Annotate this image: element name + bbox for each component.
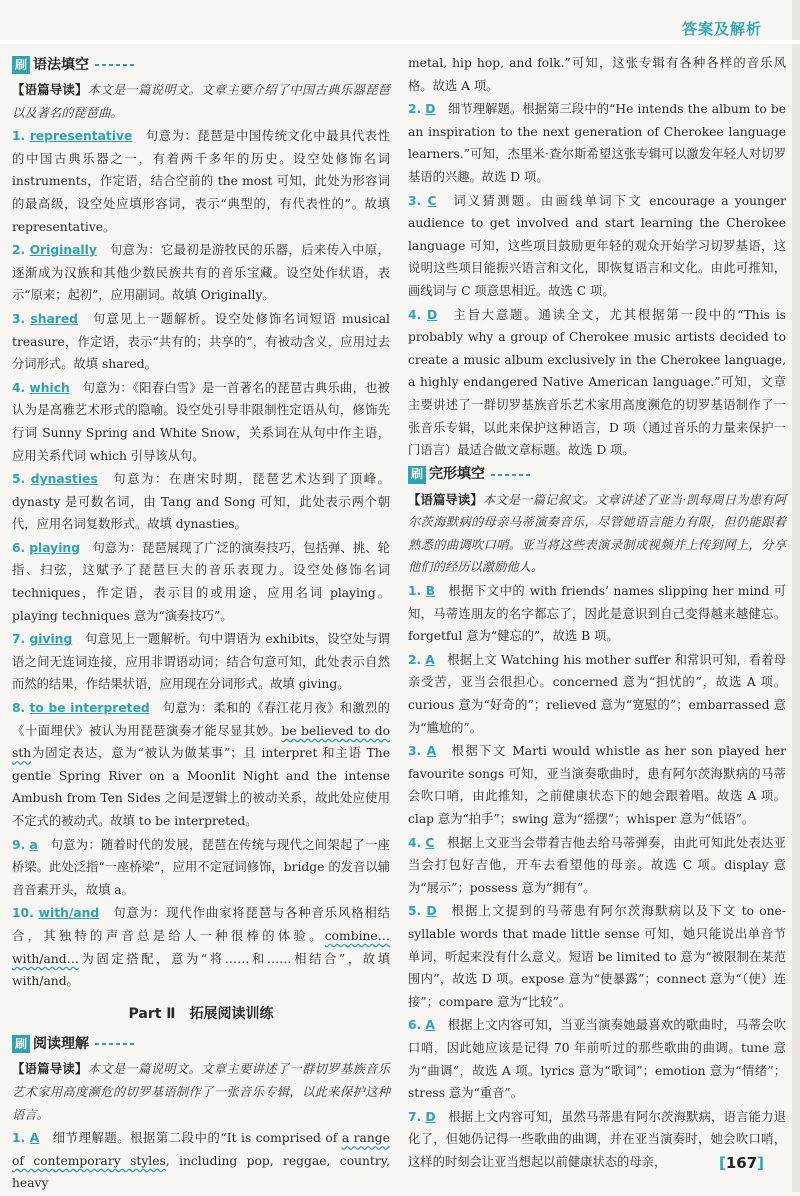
page-edge bbox=[792, 0, 800, 1192]
answer-item bbox=[12, 308, 390, 376]
item-number: 4. bbox=[12, 380, 26, 395]
item-explanation: 句意为：随着时代的发展，琵琶在传统与现代之间架起了一座桥梁。此处泛指“一座桥梁”，应用不定冠词修饰，bridge 的发音以辅音音素开头，故填 a。 bbox=[12, 837, 390, 897]
item-number: 9. bbox=[12, 837, 26, 852]
item-number: 3. bbox=[408, 193, 422, 208]
item-number: 3. bbox=[408, 744, 422, 759]
item-explanation-cont: 为固定搭配，意为“将……和……相结合”，故填 with/and。 bbox=[12, 951, 390, 989]
item-number: 5. bbox=[408, 904, 422, 919]
item-explanation: 细节理解题。根据第二段中的“It is comprised of bbox=[52, 1131, 338, 1146]
answer-item bbox=[12, 628, 390, 696]
item-number: 4. bbox=[408, 835, 422, 850]
answer-item bbox=[12, 1127, 390, 1195]
item-answer: D bbox=[426, 904, 437, 919]
answer-item bbox=[408, 832, 786, 900]
item-answer: D bbox=[427, 307, 438, 322]
guide-paragraph bbox=[12, 79, 390, 124]
item-explanation: 句意见上一题解析。句中谓语为 exhibits，设空处与谓语之间无连词连接，应用非谓语动词；结合句意可知，此处表示自然而然的结果，作结果状语，应用现在分词形式。故填 giving。 bbox=[12, 632, 390, 692]
item-explanation: 根据上文亚当会带着吉他去给马蒂弹奏，由此可知此处表达亚当会打包好吉他，开车去看望他的母亲。故选 C 项。display 意为“展示”；possess 意为“拥有”。 bbox=[408, 835, 786, 895]
brush-badge-icon: 刷 bbox=[408, 466, 426, 484]
answer-item bbox=[12, 468, 390, 536]
item-answer: which bbox=[29, 380, 70, 395]
guide-label: 【语篇导读】 bbox=[12, 1062, 88, 1077]
guide-paragraph bbox=[12, 1058, 390, 1126]
item-explanation: 句意为：在唐宋时期，琵琶艺术达到了顶峰。dynasty 是可数名词，由 Tang and Song 可知，此处表示两个朝代，应用名词复数形式。故填 dynasties。 bbox=[12, 472, 390, 532]
item-explanation: 词义猜测题。由画线单词下文 encourage a younger audience to get involved and start learning the Cherokee language 可知，这些项目鼓励更年轻的观众开始学习切罗基语，这说明这些项目能振兴语言和文化，即恢复语言和文化。由此可推知，画线词与 C 项意思相近。故选 C 项。 bbox=[408, 193, 786, 298]
item-answer: A bbox=[426, 744, 437, 759]
answer-item bbox=[408, 304, 786, 462]
item-number: 2. bbox=[408, 102, 422, 117]
item-explanation: 句意为：它最初是游牧民的乐器，后来传入中原，逐渐成为汉族和其他少数民族共有的音乐宝藏。设空处作状语，表示“原来；起初”，应用副词。故填 Originally。 bbox=[12, 243, 390, 303]
item-number: 7. bbox=[12, 632, 26, 647]
answer-item bbox=[408, 580, 786, 648]
item-answer: D bbox=[425, 102, 436, 117]
item-answer: shared bbox=[30, 311, 78, 326]
wavy-phrase: a range of contemporary styles bbox=[12, 1131, 390, 1168]
item-number: 3. bbox=[12, 311, 26, 326]
item-explanation: 根据上文提到的马蒂患有阿尔茨海默病以及下文 to one-syllable words that made little sense 可知，她只能说出单音节单词，听起来没有什么意义。短语 be limited to 意为“被限制在某范围内”，故选 D 项。expose 意为“使暴露”；connect 意为“（使）连接”；compare 意为“比较”。 bbox=[408, 904, 786, 1009]
item-number: 8. bbox=[12, 701, 26, 716]
item-explanation: 句意为：琵琶是中国传统文化中最具代表性的中国古典乐器之一，有着两千多年的历史。设空处修饰名词 instruments，作定语，结合空前的 the most 可知，此处为形容词的最高级，设空处应填形容词，表示“典型的，有代表性的”。故填 representative。 bbox=[12, 129, 390, 234]
item-number: 1. bbox=[408, 584, 422, 599]
item-answer: D bbox=[425, 1109, 436, 1124]
item-explanation: 句意见上一题解析。设空处修饰名词短语 musical treasure，作定语，表示“共有的；共享的”，有被动含义，应用过去分词形式。故填 shared。 bbox=[12, 311, 390, 372]
item-number: 2. bbox=[408, 652, 422, 667]
wavy-phrase: combine… with/and… bbox=[12, 928, 390, 966]
answer-item bbox=[12, 537, 390, 627]
header-rule bbox=[0, 40, 800, 44]
item-explanation: 句意为：《阳春白雪》是一首著名的琵琶古典乐曲，也被认为是高雅艺术形式的隐喻。设空处引导非限制性定语从句，修饰先行词 Sunny Spring and White Snow，关系词在从句中作主语，应用关系代词 which 引导该从句。 bbox=[12, 380, 390, 463]
answer-item bbox=[408, 190, 786, 303]
guide-text: 本文是一篇记叙文。文章讲述了亚当·凯每周日为患有阿尔茨海默病的母亲马蒂演奏音乐，尽管她语言能力有限，但仍能跟着熟悉的曲调吹口哨。亚当将这些表演录制成视频并上传到网上，分享他们的经历以激励他人。 bbox=[408, 492, 786, 575]
item-answer: C bbox=[425, 835, 435, 850]
guide-text: 本文是一篇说明文。文章主要讲述了一群切罗基族音乐艺术家用高度濒危的切罗基语制作了一张音乐专辑，以此来保护这种语言。 bbox=[12, 1062, 390, 1122]
item-explanation: 主旨大意题。通读全文，尤其根据第一段中的“This is probably why a group of Cherokee music artists decided to create a music album exclusively in the Cherokee language, a highly endangered Native American language.”可知，文章主要讲述了一群切罗基族音乐艺术家用高度濒危的切罗基语制作了一张音乐专辑，以此来保护这种语言，D 项（通过音乐的力量来保护一门语言）最适合做文章标题。故选 D 项。 bbox=[408, 307, 786, 458]
answer-item bbox=[408, 900, 786, 1013]
answer-item bbox=[12, 125, 390, 238]
item-number: 4. bbox=[408, 307, 422, 322]
answer-item bbox=[12, 697, 390, 833]
item-number: 1. bbox=[12, 129, 26, 144]
section-cloze-title bbox=[408, 464, 786, 486]
item-number: 10. bbox=[12, 906, 34, 921]
item-number: 1. bbox=[12, 1131, 26, 1146]
answer-item bbox=[12, 239, 390, 307]
item-answer: with/and bbox=[38, 906, 100, 921]
wavy-phrase: be believed to do sth bbox=[12, 723, 390, 761]
section-grammar-title bbox=[12, 54, 390, 76]
answer-item bbox=[408, 1014, 786, 1104]
answer-item bbox=[408, 98, 786, 188]
item-explanation: 根据上文 Watching his mother suffer 和常识可知，看着母亲受苦，亚当会很担心。concerned 意为“担忧的”，故选 A 项。curious 意为“好奇的”；relieved 意为“宽慰的”；embarrassed 意为“尴尬的”。 bbox=[408, 652, 786, 735]
item-number: 7. bbox=[408, 1109, 422, 1124]
page-number: [167] bbox=[718, 1154, 764, 1172]
item-answer: a bbox=[29, 837, 38, 852]
answer-item bbox=[408, 740, 786, 830]
item-explanation: 根据下文中的 with friends’ names slipping her mind 可知，马蒂连朋友的名字都忘了，因此是意识到自己变得越来越健忘。forgetful 意为“健忘的”，故选 B 项。 bbox=[408, 584, 786, 644]
section-title-text: 阅读理解 bbox=[33, 1036, 89, 1053]
answer-item bbox=[12, 377, 390, 467]
item-number: 2. bbox=[12, 243, 26, 258]
item-answer: dynasties bbox=[30, 472, 98, 487]
item-explanation: 根据下文 Marti would whistle as her son played her favourite songs 可知，亚当演奏歌曲时，患有阿尔茨海默病的马蒂会吹口哨，由此推知，之前健康状态下的她会跟着唱。故选 A 项。clap 意为“拍手”；swing 意为“摇摆”；whisper 意为“低语”。 bbox=[408, 744, 786, 826]
section-deco bbox=[95, 1043, 135, 1045]
answer-item bbox=[12, 902, 390, 992]
guide-label: 【语篇导读】 bbox=[12, 83, 88, 97]
item-explanation: 细节理解题。根据第三段中的“He intends the album to be an inspiration to the next generation of Cherokee language learners.”可知，杰里米·查尔斯希望这张专辑可以激发年轻人对切罗基语的兴趣。故选 D 项。 bbox=[408, 102, 786, 184]
item-number: 6. bbox=[12, 540, 26, 555]
item-answer: A bbox=[425, 652, 435, 667]
section-reading-title bbox=[12, 1033, 390, 1055]
item-answer: playing bbox=[29, 540, 80, 555]
item-number: 5. bbox=[12, 472, 26, 487]
item-explanation-cont: , including pop, reggae, country, heavy bbox=[12, 1153, 390, 1191]
running-head: 答案及解析 bbox=[681, 20, 762, 38]
item-answer: to be interpreted bbox=[29, 701, 150, 716]
left-column bbox=[12, 52, 390, 1196]
section-title-text: 语法填空 bbox=[33, 56, 89, 73]
item-answer: A bbox=[425, 1018, 435, 1033]
item-explanation: 根据上文内容可知，虽然马蒂患有阿尔茨海默病，语言能力退化了，但她仍记得一些歌曲的曲调，并在亚当演奏时，她会吹口哨，这样的时刻会让亚当想起以前健康状态的母亲， bbox=[408, 1109, 786, 1169]
item-answer: A bbox=[29, 1131, 40, 1146]
guide-text: 本文是一篇说明文。文章主要介绍了中国古典乐器琵琶以及著名的琵琶曲。 bbox=[12, 83, 390, 120]
right-column bbox=[408, 52, 786, 1175]
guide-paragraph bbox=[408, 489, 786, 579]
item-explanation: 句意为：现代作曲家将琵琶与各种音乐风格相结合，其独特的声音总是给人一种很棒的体验。 bbox=[12, 906, 390, 943]
item-answer: B bbox=[425, 584, 436, 599]
guide-label: 【语篇导读】 bbox=[408, 492, 483, 507]
part-title: Part Ⅱ 拓展阅读训练 bbox=[128, 1005, 274, 1022]
item-answer: giving bbox=[29, 632, 73, 647]
section-deco bbox=[95, 64, 135, 66]
section-title-text: 完形填空 bbox=[429, 466, 485, 483]
item-explanation: 句意为：琵琶展现了广泛的演奏技巧，包括弹、挑、轮指、扫弦，这赋予了琵琶巨大的音乐表现力。设空处修饰名词 techniques，作定语，表示目的或用途，应用名词 playing。playing techniques 意为“演奏技巧”。 bbox=[12, 540, 390, 623]
item-answer: C bbox=[427, 193, 437, 208]
item-explanation: 根据上文内容可知，当亚当演奏她最喜欢的歌曲时，马蒂会吹口哨，因此她应该是记得 70 年前听过的那些歌曲的曲调。tune 意为“曲调”，故选 A 项。lyrics 意为“歌词”；emotion 意为“情绪”；stress 意为“重音”。 bbox=[408, 1018, 786, 1101]
answer-item bbox=[12, 834, 390, 902]
page-number-value: 167 bbox=[725, 1154, 758, 1172]
item-answer: Originally bbox=[29, 243, 97, 258]
brush-badge-icon: 刷 bbox=[12, 56, 30, 74]
item-explanation-cont: 为固定表达，意为“被认为做某事”；且 interpret 和主语 The gentle Spring River on a Moonlit Night and the intense Ambush from Ten Sides 之间是逻辑上的被动关系，故此处应使用不定式的被动式。故填 to be interpreted。 bbox=[12, 746, 390, 828]
item-number: 6. bbox=[408, 1018, 422, 1033]
item-answer: representative bbox=[29, 129, 133, 144]
item-explanation: 句意为：柔和的《春江花月夜》和激烈的《十面埋伏》被认为用琵琶演奏才能尽显其妙。 bbox=[12, 701, 390, 738]
continued-text: metal, hip hop, and folk.”可知，这张专辑有各种各样的音乐风格。故选 A 项。 bbox=[408, 56, 786, 93]
brush-badge-icon: 刷 bbox=[12, 1035, 30, 1053]
answer-item bbox=[408, 649, 786, 739]
section-deco bbox=[491, 474, 531, 476]
